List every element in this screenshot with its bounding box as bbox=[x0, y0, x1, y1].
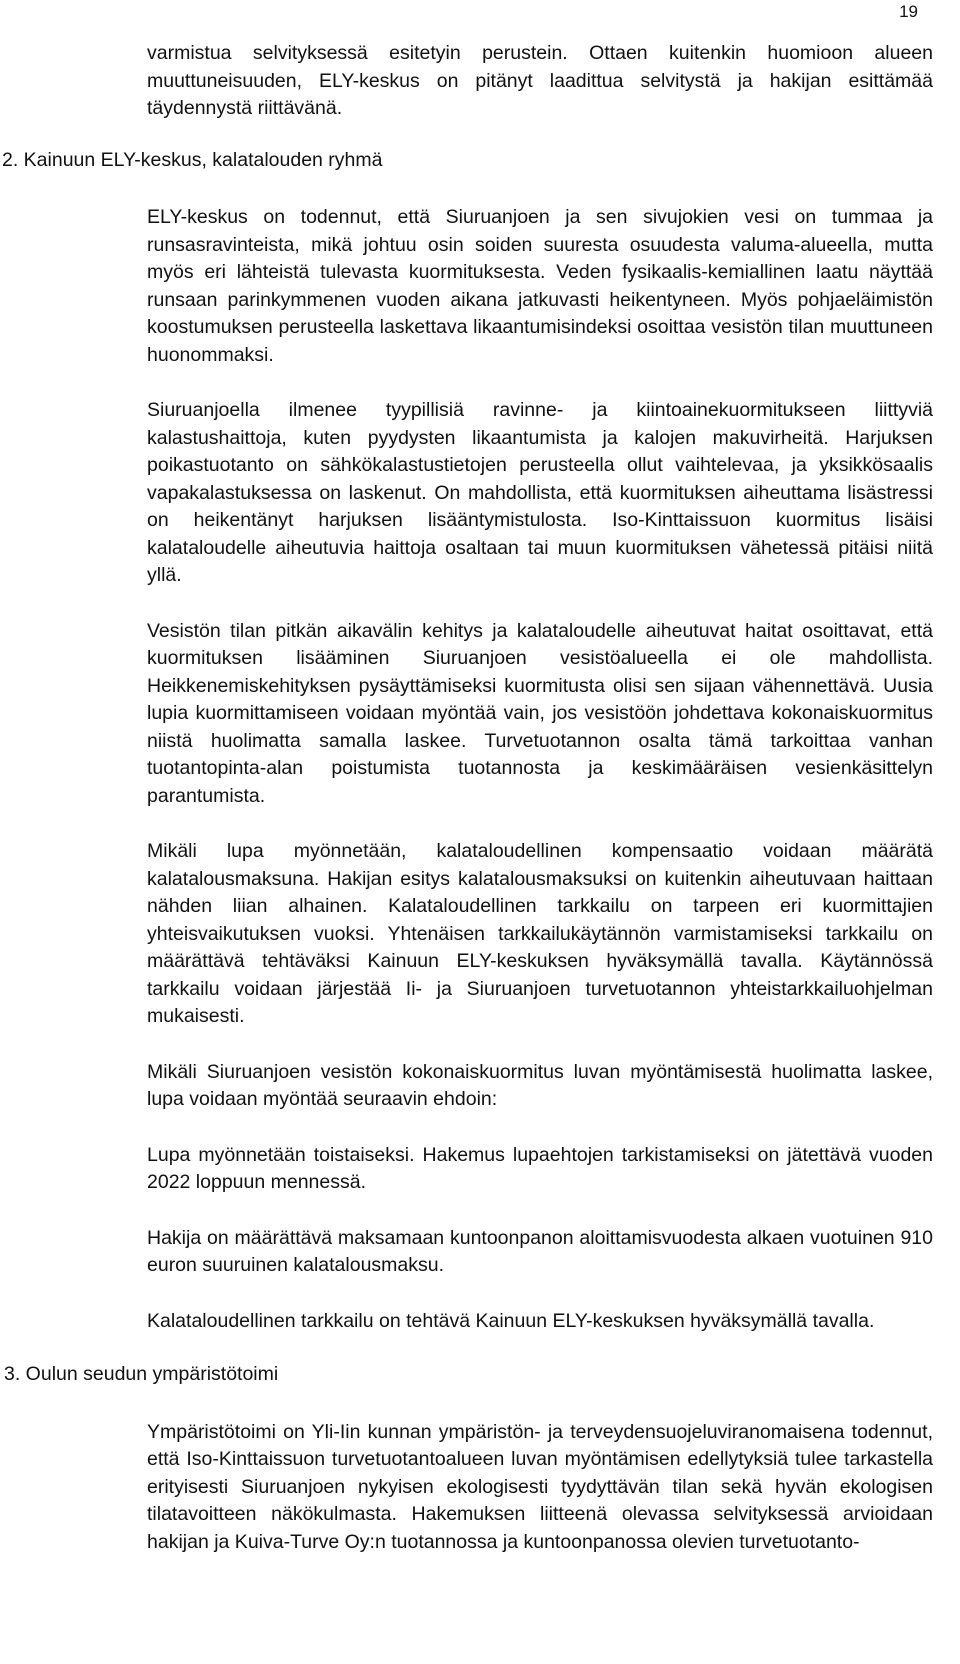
section-2-paragraph-8: Kalataloudellinen tarkkailu on tehtävä Kainuun ELY-keskuksen hyväksymällä tavalla. bbox=[147, 1309, 875, 1332]
section-2-paragraph-2: Siuruanjoella ilmenee tyypillisiä ravinne- ja kiintoainekuormitukseen liittyviä kalastushaittoja, kuten pyydysten likaantumista ja kalojen makuvirheitä. Harjuksen poikastuotanto on sähkökalastustietojen perusteella ollut vaihtelevaa, ja yksikkösaalis vapakalastuksessa on laskenut. On mahdollista, että kuormituksen aiheuttama lisästressi on heikentänyt harjuksen lisääntymistulosta. Iso-Kinttaissuon kuormitus lisäisi kalataloudelle aiheutuvia haittoja osaltaan tai muun kuormituksen vähetessä pitäisi niitä yllä. bbox=[147, 399, 933, 586]
section-3-heading bbox=[4, 1361, 960, 1389]
section-2-paragraph-1: ELY-keskus on todennut, että Siuruanjoen ja sen sivujokien vesi on tummaa ja runsasravinteista, mikä johtuu osin soiden suuresta osuudesta valuma-alueella, mutta myös eri lähteistä tulevasta kuormituksesta. Veden fysikaalis-kemiallinen laatu näyttää runsaan parinkymmenen vuoden aikana jatkuvasti heikentyneen. Myös pohjaeläimistön koostumuksen perusteella laskettava likaantumisindeksi osoittaa vesistön tilan muuttuneen huonommaksi. bbox=[147, 206, 933, 366]
section-2-paragraph-6: Lupa myönnetään toistaiseksi. Hakemus lupaehtojen tarkistamiseksi on jätettävä vuoden 2022 loppuun mennessä. bbox=[147, 1143, 933, 1193]
section-3-paragraph-1: Ympäristötoimi on Yli-Iin kunnan ympäristön- ja terveydensuojeluviranomaisena todennut, että Iso-Kinttaissuon turvetuotantoalueen luvan myöntämisen edellytyksiä tulee tarkastella erityisesti Siuruanjoen nykyisen ekologisesti tyydyttävän tilan sekä hyvän ekologisen tilatavoitteen näkökulmasta. Hakemuksen liitteenä olevassa selvityksessä arvioidaan hakijan ja Kuiva-Turve Oy:n tuotannossa ja kuntoonpanossa olevien turvetuotanto- bbox=[147, 1420, 933, 1553]
section-2-heading-text: 2. Kainuun ELY-keskus, kalatalouden ryhmä bbox=[2, 148, 383, 171]
section-2-paragraph-3: Vesistön tilan pitkän aikavälin kehitys ja kalataloudelle aiheutuvat haitat osoittavat, että kuormituksen lisääminen Siuruanjoen vesistöalueella ei ole mahdollista. Heikkenemiskehityksen pysäyttämiseksi kuormitusta olisi sen sijaan vähennettävä. Uusia lupia kuormittamiseen voidaan myöntää vain, jos vesistöön johdettava kokonaiskuormitus niistä huolimatta samalla laskee. Turvetuotannon osalta tämä tarkoittaa vanhan tuotantopinta-alan poistumista tuotannosta ja keskimääräisen vesienkäsittelyn parantumista. bbox=[147, 619, 933, 807]
document-body bbox=[0, 40, 960, 1584]
section-2-heading bbox=[0, 147, 960, 175]
page-number: 19 bbox=[899, 2, 918, 21]
section-3-heading-text: 3. Oulun seudun ympäristötoimi bbox=[4, 1363, 279, 1385]
intro-paragraph: varmistua selvityksessä esitetyin perustein. Ottaen kuitenkin huomioon alueen muuttuneisuuden, ELY-keskus on pitänyt laadittua selvitystä ja hakijan esittämää täydennystä riittävänä. bbox=[147, 42, 933, 119]
section-2-paragraph-5: Mikäli Siuruanjoen vesistön kokonaiskuormitus luvan myöntämisestä huolimatta laskee, lupa voidaan myöntää seuraavin ehdoin: bbox=[147, 1060, 933, 1110]
section-2-paragraph-4: Mikäli lupa myönnetään, kalataloudellinen kompensaatio voidaan määrätä kalatalousmaksuna. Hakijan esitys kalatalousmaksuksi on kuitenkin aiheutuvaan haittaan nähden liian alhainen. Kalataloudellinen tarkkailu on tarpeen eri kuormittajien yhteisvaikutuksen vuoksi. Yhtenäisen tarkkailukäytännön varmistamiseksi tarkkailu on määrättävä tehtäväksi Kainuun ELY-keskuksen hyväksymällä tavalla. Käytännössä tarkkailu voidaan järjestää Ii- ja Siuruanjoen turvetuotannon yhteistarkkailuohjelman mukaisesti. bbox=[147, 840, 933, 1027]
section-2-paragraph-7: Hakija on määrättävä maksamaan kuntoonpanon aloittamisvuodesta alkaen vuotuinen 910 euron suuruinen kalatalousmaksu. bbox=[147, 1226, 933, 1276]
